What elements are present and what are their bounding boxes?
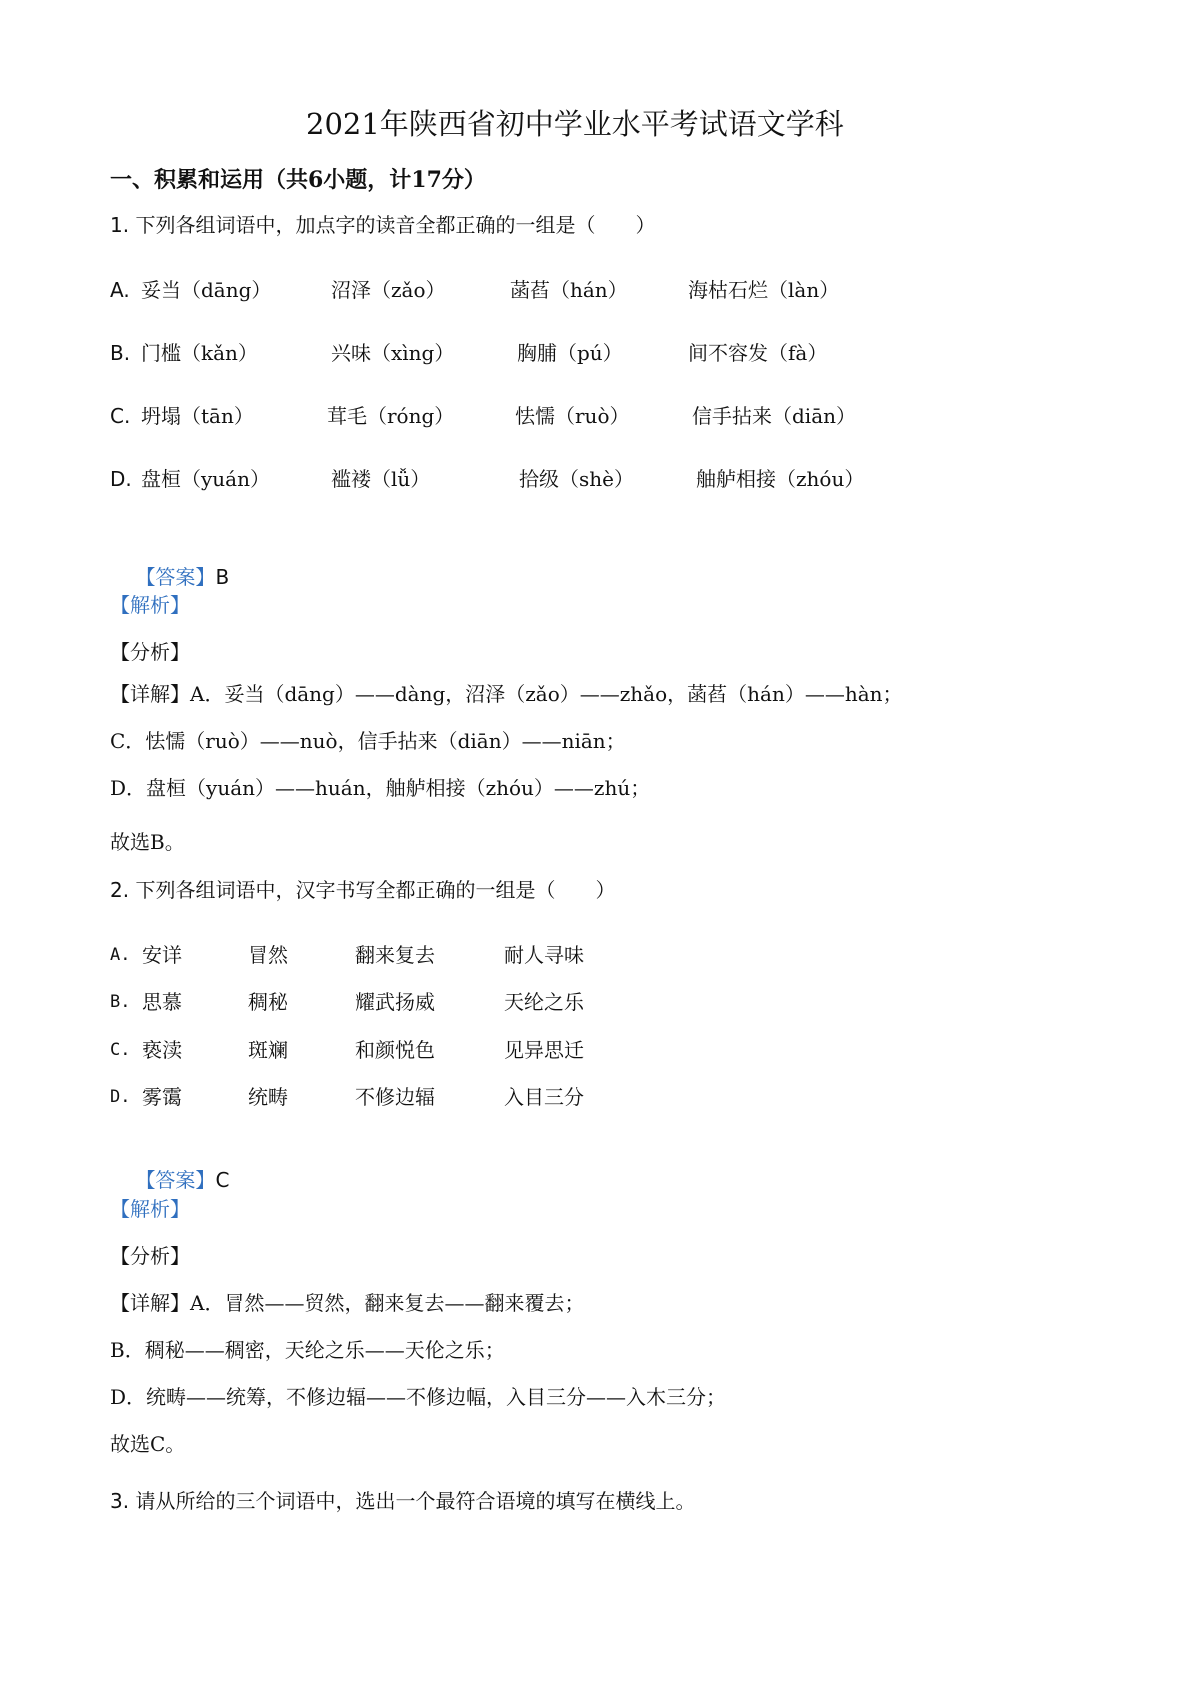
fenxi-tag: 【分析】: [110, 640, 190, 664]
analysis-tag: 【解析】: [110, 593, 190, 617]
option-label: A.: [110, 278, 130, 302]
option-item: 盘桓（yuán）: [141, 467, 270, 491]
option-item: 门槛（kǎn）: [141, 341, 258, 365]
analysis-tag: 【解析】: [110, 1197, 190, 1221]
option-item: 稠秘: [248, 990, 288, 1014]
option-item: 菡萏（hán）: [510, 278, 628, 302]
answer-tag: 【答案】: [135, 565, 216, 589]
option-item: 拾级（shè）: [519, 467, 634, 491]
option-item: 入目三分: [504, 1085, 584, 1109]
option-item: 茸毛（róng）: [327, 404, 455, 428]
option-label: C.: [110, 404, 131, 428]
conclusion: 故选C。: [110, 1432, 186, 1456]
answer-tag: 【答案】: [135, 1168, 216, 1192]
question-2-stem: 2. 下列各组词语中，汉字书写全都正确的一组是（ ）: [110, 878, 616, 902]
section-heading: 一、积累和运用（共6小题，计17分）: [110, 167, 486, 193]
option-item: 妥当（dāng）: [141, 278, 272, 302]
option-item: 坍塌（tān）: [141, 404, 254, 428]
option-item: 思慕: [142, 990, 182, 1014]
option-label: B.: [110, 341, 131, 365]
detail-line: B．稠秘——稠密，天纶之乐——天伦之乐；: [110, 1338, 505, 1362]
option-item: 雾霭: [142, 1085, 182, 1109]
page-title: 2021年陕西省初中学业水平考试语文学科: [306, 107, 844, 141]
option-item: 不修边辐: [355, 1085, 435, 1109]
option-label: B.: [110, 992, 131, 1012]
option-label: D.: [110, 467, 132, 491]
option-item: 褴褛（lǚ）: [331, 467, 431, 491]
conclusion: 故选B。: [110, 830, 185, 854]
option-item: 耐人寻味: [504, 943, 584, 967]
fenxi-tag: 【分析】: [110, 1244, 190, 1268]
option-label: D.: [110, 1087, 131, 1107]
detail-line: D．盘桓（yuán）——huán，舳舻相接（zhóu）——zhú；: [110, 776, 651, 800]
option-item: 兴味（xìng）: [331, 341, 455, 365]
option-item: 间不容发（fà）: [688, 341, 828, 365]
question-3-stem: 3. 请从所给的三个词语中，选出一个最符合语境的填写在横线上。: [110, 1489, 696, 1513]
option-item: 冒然: [248, 943, 288, 967]
option-item: 怯懦（ruò）: [515, 404, 630, 428]
option-label: C.: [110, 1040, 131, 1060]
option-item: 沼泽（zǎo）: [331, 278, 446, 302]
option-item: 海枯石烂（làn）: [688, 278, 840, 302]
option-item: 和颜悦色: [355, 1038, 435, 1062]
option-item: 见异思迁: [504, 1038, 584, 1062]
option-label: A.: [110, 945, 131, 965]
option-item: 斑斓: [248, 1038, 288, 1062]
detail-line: C．怯懦（ruò）——nuò，信手拈来（diān）——niān；: [110, 729, 626, 753]
detail-line: 【详解】A．冒然——贸然，翻来复去——翻来覆去；: [110, 1291, 585, 1315]
option-item: 安详: [142, 943, 182, 967]
option-item: 耀武扬威: [355, 990, 435, 1014]
option-item: 舳舻相接（zhóu）: [696, 467, 865, 491]
option-item: 胸脯（pú）: [517, 341, 623, 365]
question-1-stem: 1. 下列各组词语中，加点字的读音全都正确的一组是（ ）: [110, 213, 656, 237]
option-item: 统畴: [248, 1085, 288, 1109]
answer-value: C: [215, 1168, 230, 1192]
option-item: 翻来复去: [355, 943, 435, 967]
detail-line: 【详解】A．妥当（dāng）——dàng，沼泽（zǎo）——zhǎo，菡萏（hán）——hàn；: [110, 682, 903, 706]
option-item: 信手拈来（diān）: [692, 404, 857, 428]
answer-value: B: [215, 565, 230, 589]
option-item: 天纶之乐: [504, 990, 584, 1014]
detail-line: D．统畴——统筹，不修边辐——不修边幅，入目三分——入木三分；: [110, 1385, 727, 1409]
option-item: 亵渎: [142, 1038, 182, 1062]
